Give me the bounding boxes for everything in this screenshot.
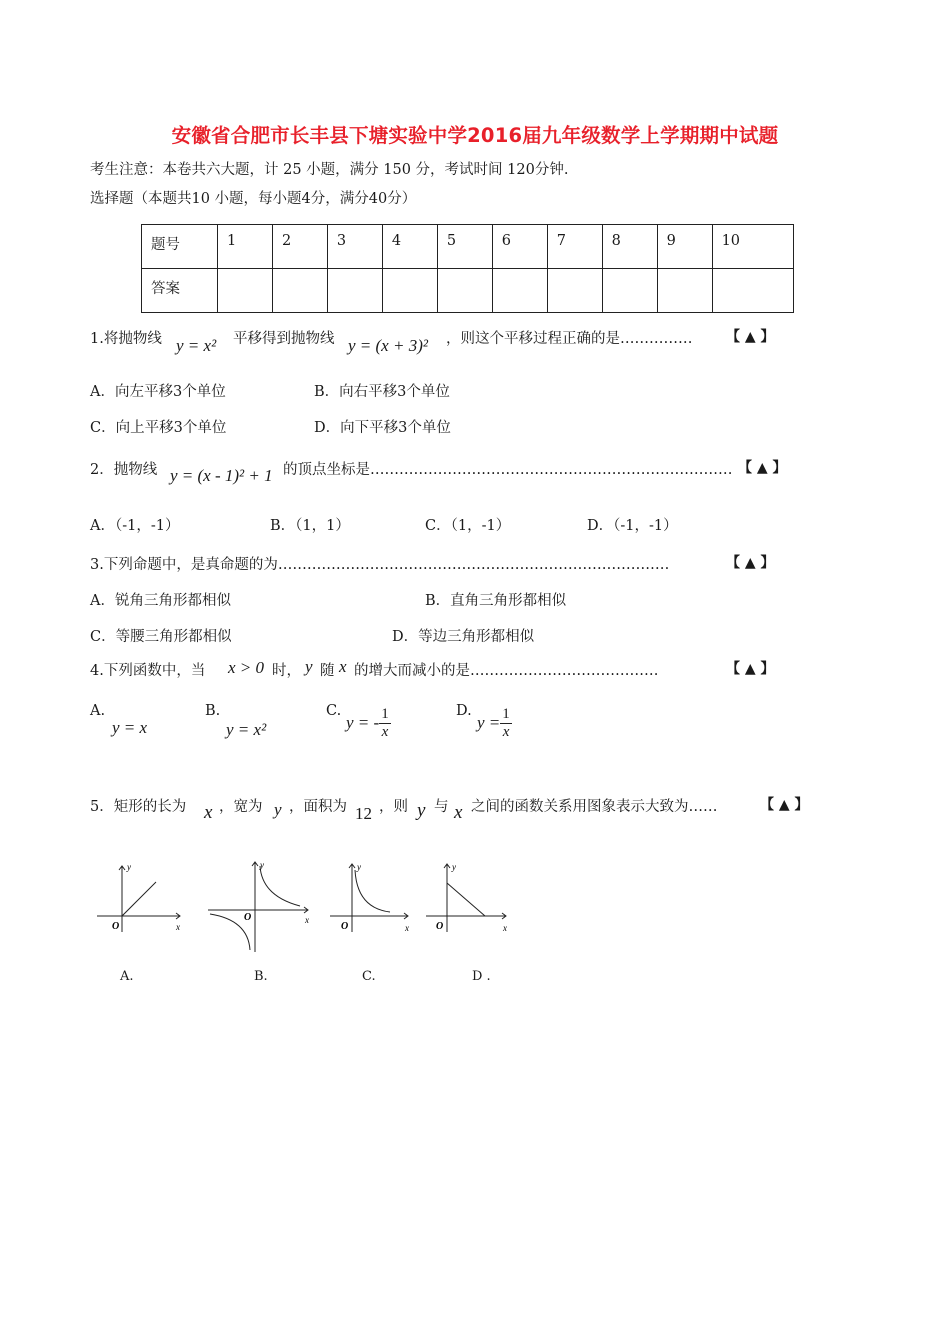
table-cell: 5	[437, 225, 492, 269]
q4-option-b-label[interactable]: B.	[205, 703, 221, 719]
table-cell: 8	[602, 225, 657, 269]
table-row	[142, 225, 794, 269]
q1-option-c[interactable]: C．向上平移3个单位	[90, 420, 227, 436]
q3-option-d[interactable]: D．等边三角形都相似	[392, 629, 535, 645]
table-cell: 9	[657, 225, 712, 269]
q1-stem-mid: 平移得到抛物线	[233, 331, 335, 347]
q5-var-y: y	[274, 800, 282, 819]
section-heading: 选择题（本题共10 小题，每小题4分，满分40分）	[90, 191, 417, 207]
q1-formula-1: y = x²	[176, 336, 217, 355]
table-cell: 4	[382, 225, 437, 269]
graph-a[interactable]	[92, 858, 190, 936]
answer-cell[interactable]	[272, 269, 327, 313]
graph-b-label[interactable]: B.	[254, 969, 268, 984]
q1-stem-pre: 1.将抛物线	[90, 331, 162, 347]
q5-stem-d: ，则	[379, 799, 408, 815]
fraction	[379, 706, 391, 741]
q5-area-value: 12	[355, 804, 372, 823]
table-cell: 10	[712, 225, 793, 269]
table-cell: 1	[218, 225, 273, 269]
answer-cell[interactable]	[492, 269, 547, 313]
q1-formula-2: y = (x + 3)²	[348, 336, 428, 355]
q4-stem-d: 的增大而减小的是…………………………………	[354, 663, 659, 679]
origin-label: O	[436, 921, 444, 932]
q5-var-y-2: y	[417, 800, 426, 821]
fraction-denominator: x	[381, 724, 389, 740]
answer-cell[interactable]	[382, 269, 437, 313]
q4-option-a-label[interactable]: A.	[90, 703, 106, 719]
x-axis-label: x	[503, 923, 507, 933]
table-row	[142, 269, 794, 313]
x-axis-label: x	[405, 923, 409, 933]
answer-mark: 【 ▲ 】	[726, 329, 775, 345]
answer-cell[interactable]	[602, 269, 657, 313]
q2-option-b[interactable]: B．（1，1）	[270, 518, 350, 534]
q4-condition: x > 0	[228, 658, 265, 677]
answer-mark: 【 ▲ 】	[738, 460, 787, 476]
graph-c-label[interactable]: C.	[362, 969, 376, 984]
table-header-cell: 题号	[142, 225, 218, 269]
answer-cell[interactable]	[547, 269, 602, 313]
x-axis-label: x	[176, 922, 180, 932]
origin-label: O	[341, 921, 349, 932]
q5-var-x-2: x	[454, 802, 463, 823]
exam-notice: 考生注意：本卷共六大题，计 25 小题，满分 150 分，考试时间 120分钟.	[90, 162, 569, 178]
graph-c[interactable]	[326, 858, 418, 938]
q4-option-b-formula[interactable]: y = x²	[226, 720, 267, 739]
q5-stem-c: ，面积为	[289, 799, 347, 815]
answer-cell[interactable]	[712, 269, 793, 313]
q3-stem: 3.下列命题中，是真命题的为………………………………………………………………………	[90, 557, 670, 573]
table-cell: 7	[547, 225, 602, 269]
q4-option-c-lhs: y = -	[346, 713, 380, 732]
q4-var-x: x	[339, 657, 347, 676]
page-title: 安徽省合肥市长丰县下塘实验中学2016届九年级数学上学期期中试题	[171, 124, 779, 147]
answer-table	[141, 224, 794, 313]
q3-option-a[interactable]: A．锐角三角形都相似	[90, 593, 231, 609]
answer-cell[interactable]	[657, 269, 712, 313]
q1-stem-post: ，则这个平移过程正确的是……………	[446, 331, 693, 347]
fraction-denominator: x	[502, 724, 510, 740]
answer-cell[interactable]	[218, 269, 273, 313]
q4-option-c-label[interactable]: C.	[326, 703, 342, 719]
q4-option-d-label[interactable]: D.	[456, 703, 472, 719]
q4-option-c-formula[interactable]	[346, 706, 391, 741]
q4-option-a-formula[interactable]: y = x	[112, 718, 148, 737]
fraction-numerator: 1	[381, 706, 389, 722]
graph-d[interactable]	[422, 858, 516, 938]
q4-option-d-lhs: y =	[477, 713, 501, 732]
q2-option-c[interactable]: C．（1，-1）	[425, 518, 511, 534]
table-cell: 3	[327, 225, 382, 269]
origin-label: O	[112, 921, 120, 932]
q5-stem-a: 5．矩形的长为	[90, 799, 187, 815]
q3-option-b[interactable]: B．直角三角形都相似	[425, 593, 567, 609]
y-axis-label: y	[357, 862, 361, 872]
q1-option-a[interactable]: A．向左平移3个单位	[90, 384, 226, 400]
q2-formula: y = (x - 1)² + 1	[170, 466, 273, 485]
q4-option-d-formula[interactable]	[477, 706, 512, 741]
answer-cell[interactable]	[327, 269, 382, 313]
y-axis-label: y	[452, 862, 456, 872]
q5-stem-e: 与	[434, 799, 449, 815]
q3-option-c[interactable]: C．等腰三角形都相似	[90, 629, 232, 645]
q5-stem-f: 之间的函数关系用图象表示大致为……	[471, 799, 718, 815]
table-cell: 2	[272, 225, 327, 269]
q2-option-a[interactable]: A．（-1，-1）	[90, 518, 180, 534]
q4-stem-c: 随	[320, 663, 335, 679]
y-axis-label: y	[127, 862, 131, 872]
q2-stem-post: 的顶点坐标是…………………………………………………………………	[283, 462, 733, 478]
q2-stem-pre: 2．抛物线	[90, 462, 158, 478]
x-axis-label: x	[305, 915, 309, 925]
fraction-numerator: 1	[502, 706, 510, 722]
q1-option-d[interactable]: D．向下平移3个单位	[314, 420, 451, 436]
graph-a-label[interactable]: A.	[120, 969, 134, 984]
answer-mark: 【 ▲ 】	[726, 555, 775, 571]
graph-d-label[interactable]: D .	[472, 969, 491, 984]
q5-var-x: x	[204, 802, 213, 823]
table-header-cell: 答案	[142, 269, 218, 313]
fraction	[500, 706, 512, 741]
q5-stem-b: ，宽为	[219, 799, 263, 815]
origin-label: O	[244, 912, 252, 923]
answer-mark: 【 ▲ 】	[760, 797, 809, 813]
q4-stem-a: 4.下列函数中，当	[90, 663, 206, 679]
graph-b[interactable]	[204, 856, 318, 954]
answer-mark: 【 ▲ 】	[726, 661, 775, 677]
q4-stem-b: 时，	[272, 663, 301, 679]
q2-option-d[interactable]: D．（-1，-1）	[587, 518, 678, 534]
answer-cell[interactable]	[437, 269, 492, 313]
table-cell: 6	[492, 225, 547, 269]
y-axis-label: y	[260, 860, 264, 870]
q4-var-y: y	[305, 657, 313, 676]
q1-option-b[interactable]: B．向右平移3个单位	[314, 384, 450, 400]
